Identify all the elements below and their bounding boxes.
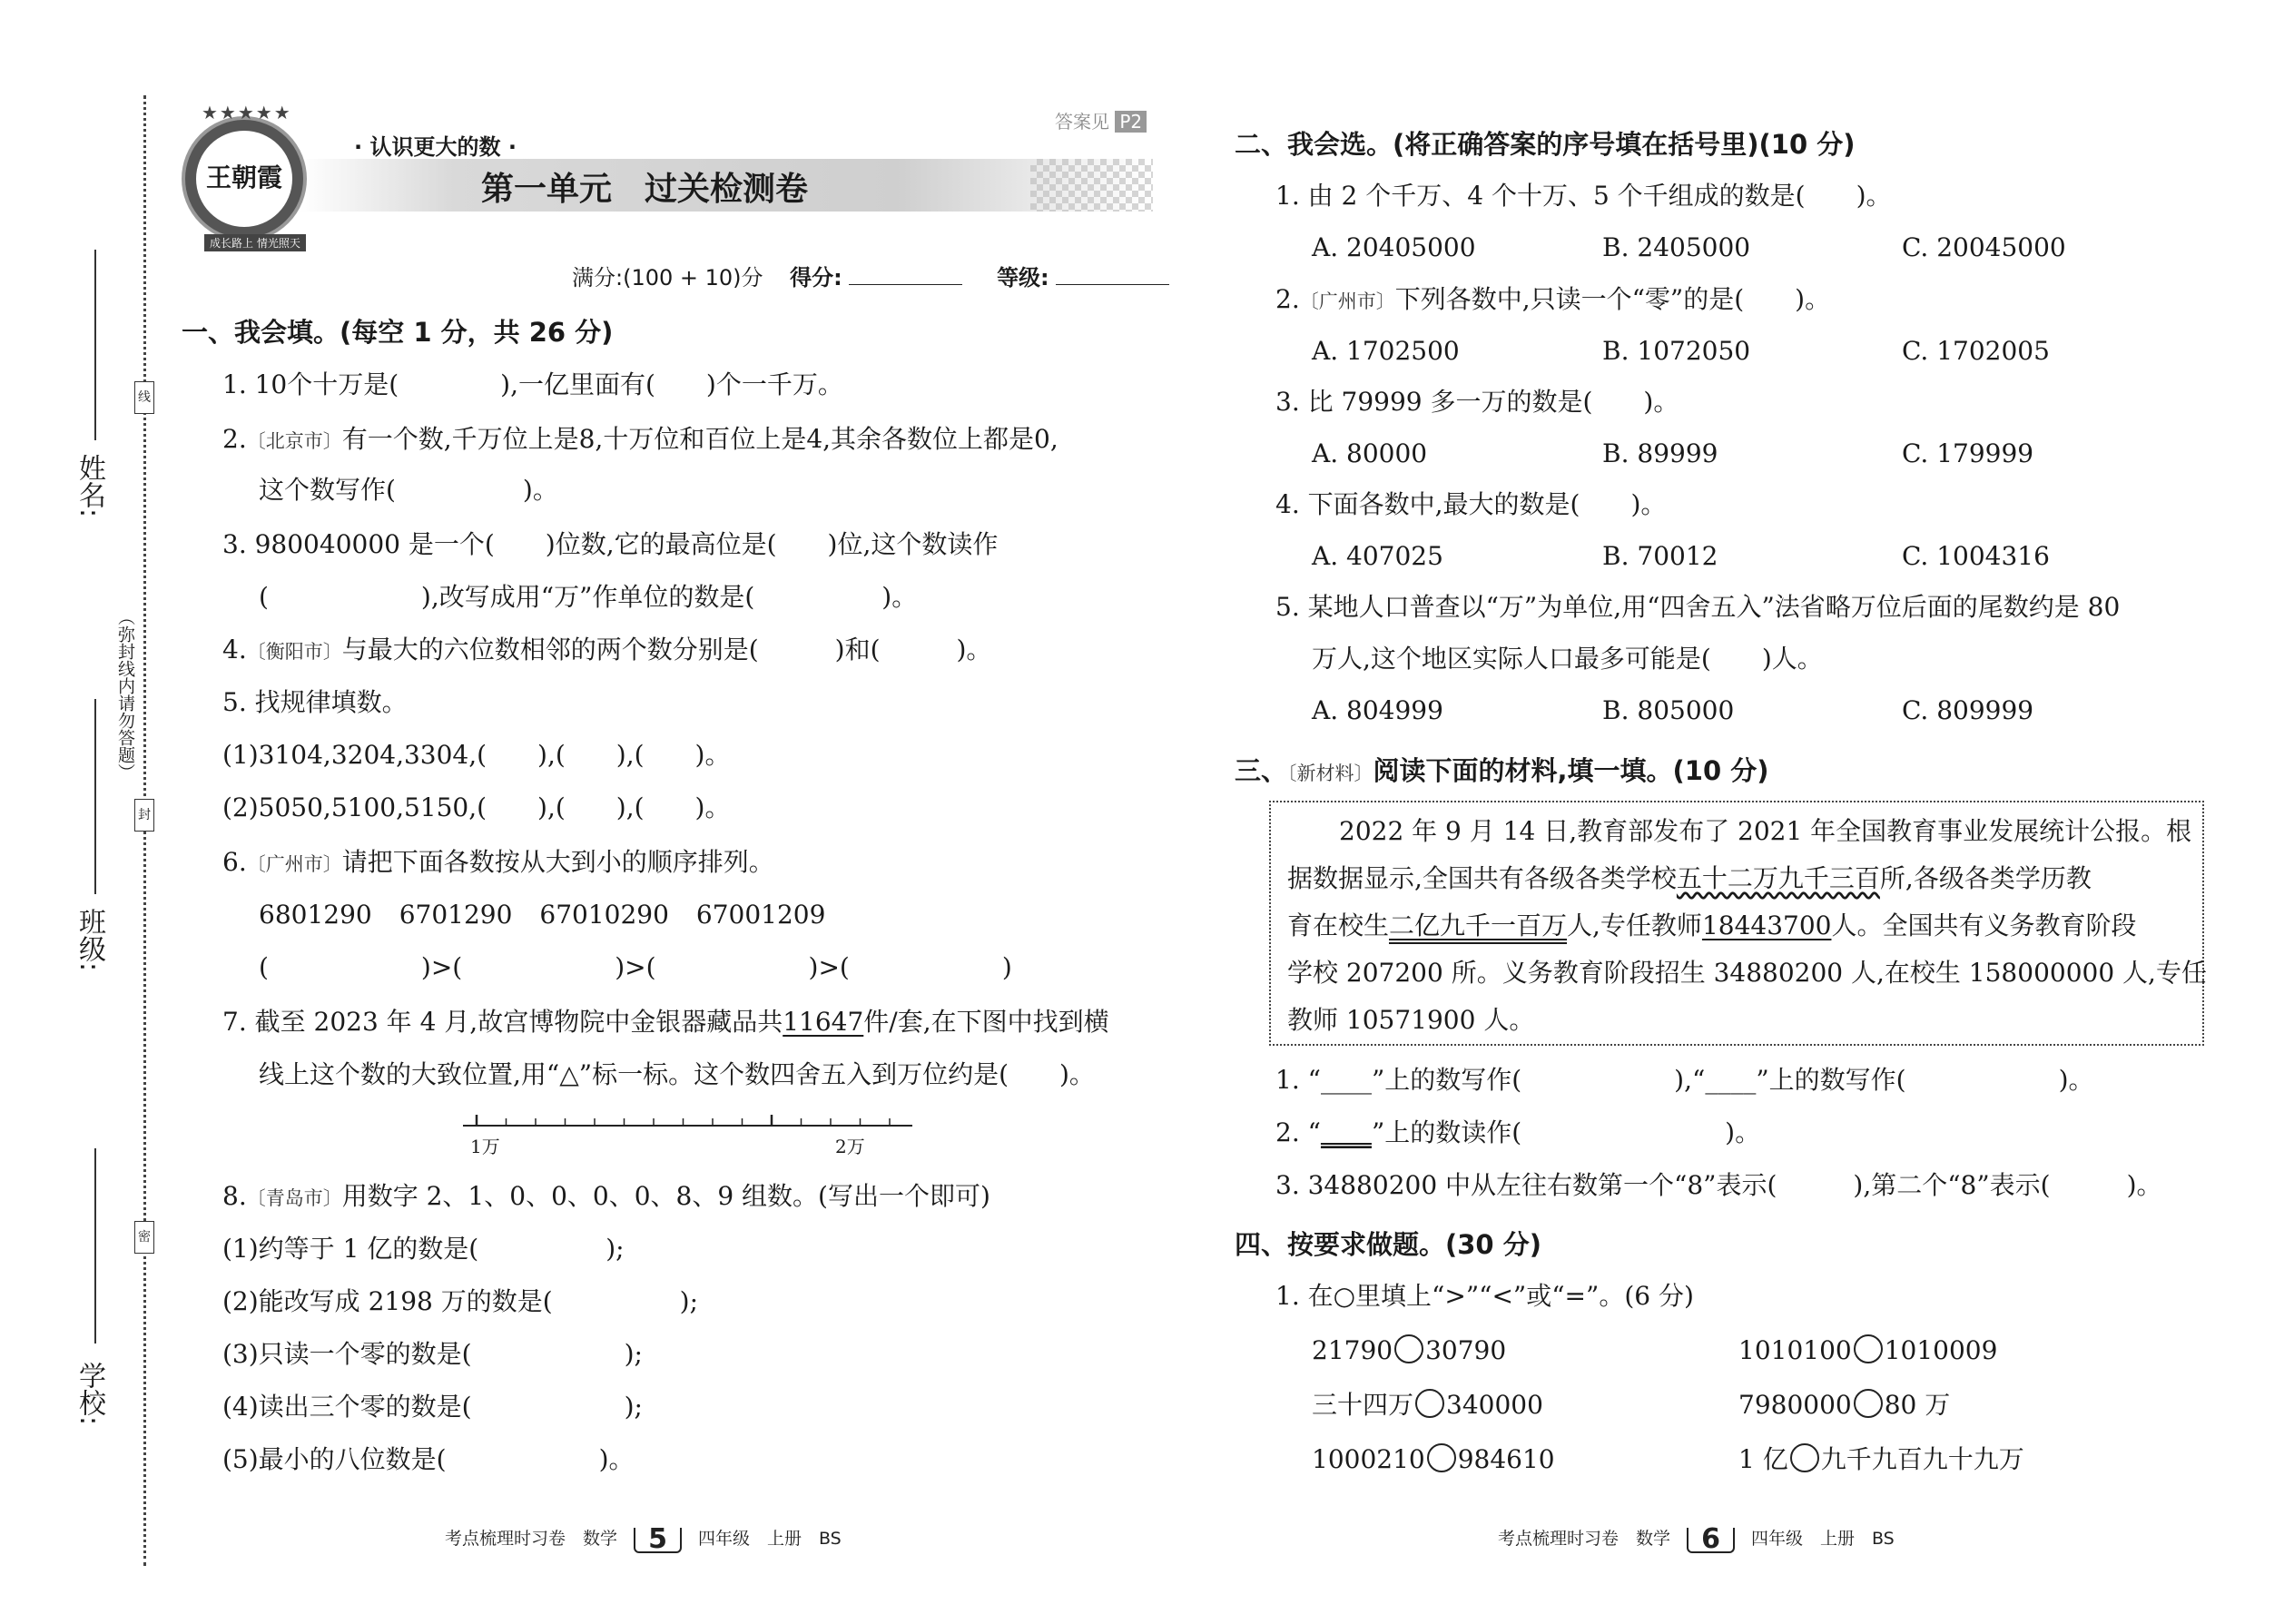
question-2-1: 1. 由 2 个千万、4 个十万、5 个千组成的数是( )。 bbox=[1275, 181, 1892, 211]
material-text: 人,专任教师 bbox=[1567, 910, 1702, 940]
option-a[interactable]: A. 804999 bbox=[1312, 695, 1443, 725]
compare-circle[interactable] bbox=[1415, 1389, 1444, 1418]
number-item: 67010290 bbox=[539, 900, 669, 930]
underlined-number: 18443700 bbox=[1701, 910, 1832, 940]
score-row bbox=[572, 260, 1169, 291]
question-1-6-blanks: ( )>( )>( )>( ) bbox=[259, 952, 1012, 982]
compare-item bbox=[1312, 1389, 1543, 1422]
compare-right: 80 万 bbox=[1884, 1390, 1951, 1420]
number-item: 6801290 bbox=[259, 900, 372, 930]
header-subtitle: · 认识更大的数 · bbox=[354, 134, 517, 160]
logo-slogan: 成长路上 情光照天 bbox=[204, 234, 306, 251]
question-1-2-cont: 这个数写作( )。 bbox=[259, 475, 558, 505]
option-c[interactable]: C. 1004316 bbox=[1902, 541, 2050, 571]
section-2-heading: 二、我会选。(将正确答案的序号填在括号里)(10 分) bbox=[1235, 129, 1856, 160]
heading-text: 三、 bbox=[1235, 755, 1288, 786]
header-checker bbox=[1030, 159, 1153, 212]
compare-right: 九千九百九十九万 bbox=[1820, 1444, 2024, 1474]
compare-item bbox=[1738, 1389, 1950, 1422]
question-1-3-cont: ( ),改写成用“万”作单位的数是( )。 bbox=[259, 582, 918, 612]
compare-circle[interactable] bbox=[1854, 1334, 1883, 1363]
school-label: 学校: bbox=[74, 1362, 105, 1426]
question-1-6-numbers bbox=[259, 899, 825, 931]
grade-blank[interactable] bbox=[1056, 284, 1169, 285]
compare-circle[interactable] bbox=[1790, 1443, 1819, 1472]
option-c[interactable]: C. 809999 bbox=[1902, 695, 2034, 725]
question-text: 有一个数,千万位上是8,十万位和百位上是4,其余各数位上都是0, bbox=[341, 424, 1058, 454]
question-1-8-4: (4)读出三个零的数是( ); bbox=[222, 1392, 643, 1422]
material-tag: 〔新材料〕 bbox=[1287, 763, 1373, 784]
straight-underline-sample: ____ bbox=[1320, 1065, 1372, 1095]
wavy-underlined-text: 五十二万九千三百 bbox=[1676, 863, 1880, 893]
class-line bbox=[94, 699, 96, 894]
option-a[interactable]: A. 80000 bbox=[1312, 438, 1428, 468]
question-3-2 bbox=[1275, 1117, 1760, 1149]
compare-right: 984610 bbox=[1457, 1444, 1555, 1474]
compare-left: 7980000 bbox=[1738, 1390, 1852, 1420]
region-tag: 〔青岛市〕 bbox=[246, 1187, 342, 1209]
footer-text: 考点梳理时习卷 数学 bbox=[1498, 1529, 1671, 1549]
material-text: 据数据显示,全国共有各级各类学校 bbox=[1287, 863, 1677, 893]
region-tag: 〔北京市〕 bbox=[246, 430, 342, 452]
question-1-8: 8.〔青岛市〕用数字 2、1、0、0、0、0、8、9 组数。(写出一个即可) bbox=[222, 1181, 990, 1211]
option-c[interactable]: C. 179999 bbox=[1902, 438, 2034, 468]
class-label: 班级: bbox=[74, 908, 105, 972]
question-1-5: 5. 找规律填数。 bbox=[222, 687, 408, 717]
question-text: 用数字 2、1、0、0、0、0、8、9 组数。(写出一个即可) bbox=[341, 1181, 990, 1211]
question-text: 1. “ bbox=[1275, 1065, 1321, 1095]
seal-mark-secret: 密 bbox=[134, 1221, 154, 1254]
compare-right: 30790 bbox=[1425, 1335, 1507, 1365]
double-underlined-text: 二亿九千一百万 bbox=[1389, 910, 1568, 940]
option-c[interactable]: C. 20045000 bbox=[1902, 232, 2066, 262]
question-1-8-2: (2)能改写成 2198 万的数是( ); bbox=[222, 1286, 699, 1316]
material-line-3 bbox=[1287, 910, 2136, 942]
option-b[interactable]: B. 805000 bbox=[1602, 695, 1735, 725]
seal-mark-line: 线 bbox=[134, 381, 154, 414]
question-1-7-cont: 线上这个数的大致位置,用“△”标一标。这个数四舍五入到万位约是( )。 bbox=[259, 1059, 1095, 1089]
section-1-heading: 一、我会填。(每空 1 分，共 26 分) bbox=[182, 317, 614, 348]
number-line-label-left: 1万 bbox=[470, 1136, 500, 1157]
option-b[interactable]: B. 1072050 bbox=[1602, 336, 1751, 366]
region-tag: 〔衡阳市〕 bbox=[246, 641, 342, 663]
compare-left: 三十四万 bbox=[1312, 1390, 1414, 1420]
material-line-1: 2022 年 9 月 14 日,教育部发布了 2021 年全国教育事业发展统计公报。根 bbox=[1339, 816, 2192, 846]
region-tag: 〔广州市〕 bbox=[246, 853, 342, 875]
score-blank[interactable] bbox=[849, 284, 962, 285]
page-number: 5 bbox=[634, 1528, 682, 1553]
question-2-3: 3. 比 79999 多一万的数是( )。 bbox=[1275, 387, 1679, 417]
compare-right: 340000 bbox=[1446, 1390, 1543, 1420]
question-1-5-2: (2)5050,5100,5150,( ),( ),( )。 bbox=[222, 792, 731, 822]
compare-item bbox=[1738, 1334, 1997, 1367]
seal-note: （弥封线内请勿答题） bbox=[115, 608, 135, 781]
question-1-4: 4.〔衡阳市〕与最大的六位数相邻的两个数分别是( )和( )。 bbox=[222, 635, 992, 664]
grade-label: 等级: bbox=[997, 265, 1049, 290]
question-text: 与最大的六位数相邻的两个数分别是( )和( )。 bbox=[341, 635, 992, 664]
option-c[interactable]: C. 1702005 bbox=[1902, 336, 2050, 366]
compare-circle[interactable] bbox=[1427, 1443, 1456, 1472]
material-text: 育在校生 bbox=[1287, 910, 1390, 940]
page-title: 第一单元 过关检测卷 bbox=[481, 171, 809, 208]
number-item: 6701290 bbox=[399, 900, 513, 930]
question-1-5-1: (1)3104,3204,3304,( ),( ),( )。 bbox=[222, 740, 731, 770]
logo-inner bbox=[196, 131, 292, 227]
question-1-2: 2.〔北京市〕有一个数,千万位上是8,十万位和百位上是4,其余各数位上都是0, bbox=[222, 424, 1058, 454]
compare-circle[interactable] bbox=[1394, 1334, 1423, 1363]
compare-item bbox=[1312, 1334, 1506, 1367]
question-3-3: 3. 34880200 中从左往右数第一个“8”表示( ),第二个“8”表示( )。 bbox=[1275, 1170, 2162, 1200]
question-3-1 bbox=[1275, 1064, 2094, 1097]
section-3-heading bbox=[1235, 753, 1769, 791]
question-text: 7. 截至 2023 年 4 月,故宫博物院中金银器藏品共 bbox=[222, 1007, 783, 1037]
question-2-5-cont: 万人,这个地区实际人口最多可能是( )人。 bbox=[1312, 644, 1823, 674]
compare-circle[interactable] bbox=[1854, 1389, 1883, 1418]
name-line bbox=[94, 250, 96, 440]
material-line-2 bbox=[1287, 862, 2092, 895]
footer-text: 考点梳理时习卷 数学 bbox=[445, 1529, 618, 1549]
question-text: ”上的数写作( )。 bbox=[1756, 1065, 2094, 1095]
compare-item bbox=[1738, 1443, 2024, 1476]
answer-ref bbox=[1055, 107, 1147, 133]
wavy-underline-sample: ____ bbox=[1705, 1065, 1757, 1095]
question-2-5: 5. 某地人口普查以“万”为单位,用“四舍五入”法省略万位后面的尾数约是 80 bbox=[1275, 592, 2121, 622]
name-label: 姓名: bbox=[74, 454, 105, 518]
compare-left: 1000210 bbox=[1312, 1444, 1425, 1474]
question-1-8-1: (1)约等于 1 亿的数是( ); bbox=[222, 1234, 625, 1264]
answer-ref-label: 答案见 bbox=[1055, 111, 1109, 133]
question-text: 下列各数中,只读一个“零”的是( )。 bbox=[1394, 284, 1831, 314]
footer-text: 四年级 上册 BS bbox=[1750, 1529, 1895, 1549]
number-item: 67001209 bbox=[695, 900, 826, 930]
question-1-1: 1. 10个十万是( ),一亿里面有( )个一千万。 bbox=[222, 369, 843, 399]
heading-text: 阅读下面的材料,填一填。(10 分) bbox=[1373, 755, 1769, 786]
logo-stars: ★★★★★ bbox=[202, 102, 292, 123]
question-1-6: 6.〔广州市〕请把下面各数按从大到小的顺序排列。 bbox=[222, 847, 774, 877]
compare-left: 1010100 bbox=[1738, 1335, 1852, 1365]
seal-mark-seal: 封 bbox=[134, 799, 154, 832]
footer-right bbox=[1498, 1523, 1895, 1555]
compare-right: 1010009 bbox=[1884, 1335, 1998, 1365]
material-text: 人。全国共有义务教育阶段 bbox=[1831, 910, 2137, 940]
question-2-4: 4. 下面各数中,最大的数是( )。 bbox=[1275, 489, 1667, 519]
answer-ref-page: P2 bbox=[1115, 111, 1147, 133]
section-4-heading: 四、按要求做题。(30 分) bbox=[1235, 1229, 1541, 1260]
score-label: 得分: bbox=[790, 265, 842, 290]
material-text: 所,各级各类学历教 bbox=[1879, 863, 2092, 893]
option-b[interactable]: B. 89999 bbox=[1602, 438, 1718, 468]
question-text: ”上的数读作( )。 bbox=[1371, 1117, 1761, 1147]
question-1-3: 3. 980040000 是一个( )位数,它的最高位是( )位,这个数读作 bbox=[222, 529, 999, 559]
material-line-4: 学校 207200 所。义务教育阶段招生 34880200 人,在校生 158000000 人,专任 bbox=[1287, 958, 2207, 988]
question-4-1: 1. 在○里填上“>”“<”或“=”。(6 分) bbox=[1275, 1281, 1694, 1311]
question-text: 2. “ bbox=[1275, 1117, 1321, 1147]
material-line-5: 教师 10571900 人。 bbox=[1287, 1005, 1535, 1035]
compare-item bbox=[1312, 1443, 1555, 1476]
question-1-8-3: (3)只读一个零的数是( ); bbox=[222, 1339, 643, 1369]
question-text: 件/套,在下图中找到横 bbox=[863, 1007, 1109, 1037]
page-number: 6 bbox=[1687, 1528, 1735, 1553]
option-b[interactable]: B. 2405000 bbox=[1602, 232, 1751, 262]
question-1-8-5: (5)最小的八位数是( )。 bbox=[222, 1444, 635, 1474]
school-line bbox=[94, 1148, 96, 1343]
logo-text: 王朝霞 bbox=[205, 162, 282, 192]
option-a[interactable]: A. 1702500 bbox=[1312, 336, 1460, 366]
score-full: 满分:(100 + 10)分 bbox=[572, 265, 763, 290]
option-b[interactable]: B. 70012 bbox=[1602, 541, 1718, 571]
footer-text: 四年级 上册 BS bbox=[697, 1529, 842, 1549]
option-a[interactable]: A. 407025 bbox=[1312, 541, 1443, 571]
compare-left: 21790 bbox=[1312, 1335, 1393, 1365]
footer-left bbox=[445, 1523, 842, 1555]
question-text: ”上的数写作( ),“ bbox=[1371, 1065, 1706, 1095]
compare-left: 1 亿 bbox=[1738, 1444, 1788, 1474]
region-tag: 〔广州市〕 bbox=[1299, 290, 1395, 312]
number-line-label-right: 2万 bbox=[835, 1136, 865, 1157]
double-underline-sample: ____ bbox=[1320, 1117, 1372, 1147]
logo-badge bbox=[182, 116, 307, 241]
option-a[interactable]: A. 20405000 bbox=[1312, 232, 1476, 262]
question-text: 请把下面各数按从大到小的顺序排列。 bbox=[341, 847, 774, 877]
underlined-number: 11647 bbox=[783, 1007, 864, 1037]
question-2-2: 2.〔广州市〕下列各数中,只读一个“零”的是( )。 bbox=[1275, 284, 1831, 314]
question-1-7 bbox=[222, 1006, 1109, 1038]
